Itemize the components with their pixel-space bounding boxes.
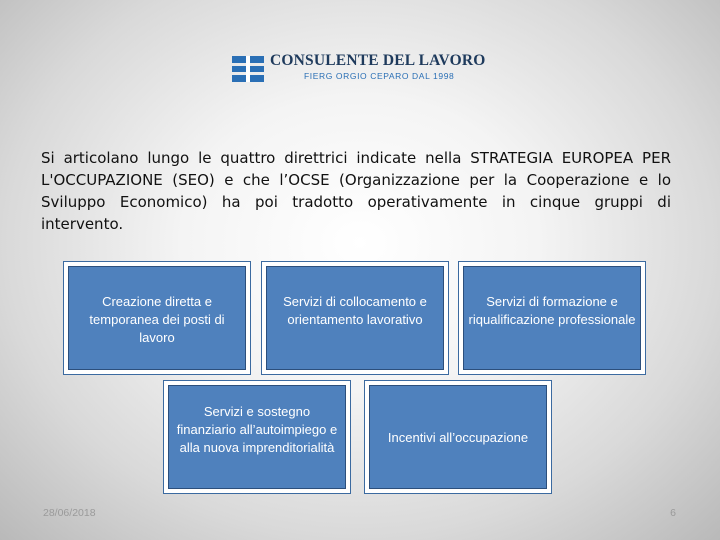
intervention-box-label: Incentivi all’occupazione (387, 430, 529, 445)
intervention-box-label: Servizi e sostegno finanziario all’autoimpiego e alla nuova imprenditorialità (176, 404, 338, 455)
logo-title: CONSULENTE DEL LAVORO (270, 52, 486, 69)
logo (232, 52, 502, 92)
logo-mark-icon (232, 56, 264, 82)
footer-date: 28/06/2018 (43, 507, 96, 519)
logo-subtitle: FIERG ORGIO CEPARO DAL 1998 (304, 71, 455, 81)
intervention-box-1 (68, 266, 246, 370)
intervention-box-label: Creazione diretta e temporanea dei posti di lavoro (89, 294, 225, 345)
intervention-box-2 (266, 266, 444, 370)
intro-paragraph: Si articolano lungo le quattro direttrici indicate nella STRATEGIA EUROPEA PER L'OCCUPAZIONE (SEO) e che l’OCSE (Organizzazione per la Cooperazione e lo Sviluppo Economico) ha poi tradotto operativamente in cinque gruppi di intervento. (41, 149, 671, 233)
intervention-box-4 (168, 385, 346, 489)
intervention-box-5 (369, 385, 547, 489)
intervention-box-label: Servizi di formazione e riqualificazione professionale (468, 294, 636, 327)
intervention-box-label: Servizi di collocamento e orientamento lavorativo (283, 294, 427, 327)
page-number: 6 (670, 507, 676, 519)
intervention-box-3 (463, 266, 641, 370)
